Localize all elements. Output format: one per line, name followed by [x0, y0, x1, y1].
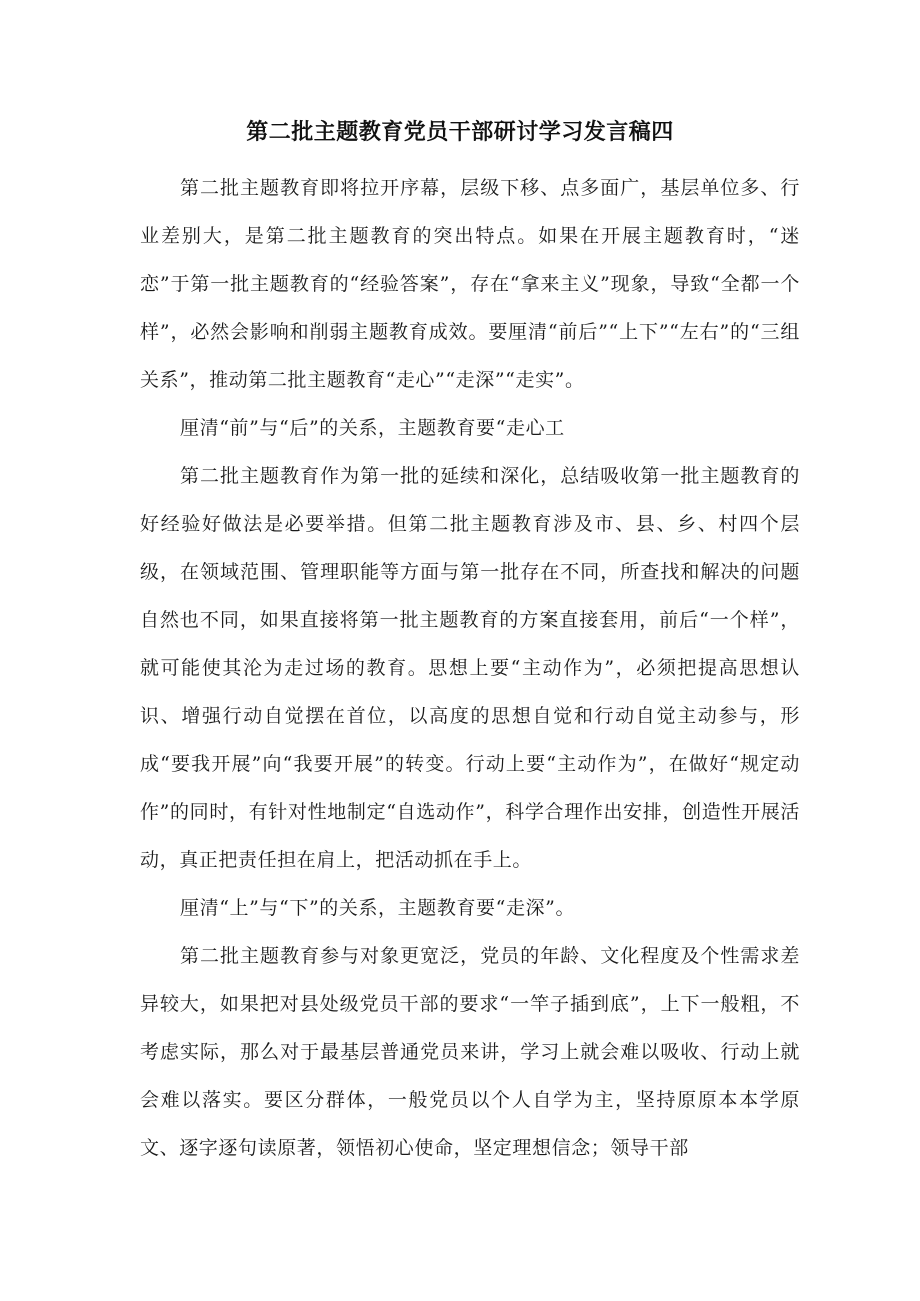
section-heading-upper-lower: 厘清“上”与“下”的关系，主题教育要“走深”。 — [180, 897, 576, 919]
section-heading-before-after: 厘清“前”与“后”的关系，主题教育要“走心工 — [180, 417, 565, 439]
document-title: 第二批主题教育党员干部研讨学习发言稿四 — [246, 120, 674, 145]
paragraph-upper-lower: 第二批主题教育参与对象更宽泛，党员的年龄、文化程度及个性需求差异较大，如果把对县处级党员干部的要求“一竿子插到底”，上下一般粗，不考虑实际，那么对于最基层普通党员来讲，学习上就会难以吸收、行动上就会难以落实。要区分群体，一般党员以个人自学为主，坚持原原本本学原文、逐字逐句读原著，领悟初心使命，坚定理想信念；领导干部 — [140, 945, 800, 1159]
paragraph-intro: 第二批主题教育即将拉开序幕，层级下移、点多面广，基层单位多、行业差别大，是第二批主题教育的突出特点。如果在开展主题教育时，“迷恋”于第一批主题教育的“经验答案”，存在“拿来主义”现象，导致“全都一个样”，必然会影响和削弱主题教育成效。要厘清“前后”“上下”“左右”的“三组关系”，推动第二批主题教育“走心”“走深”“走实”。 — [140, 177, 800, 391]
document-body — [140, 164, 800, 1172]
paragraph-before-after: 第二批主题教育作为第一批的延续和深化，总结吸收第一批主题教育的好经验好做法是必要举措。但第二批主题教育涉及市、县、乡、村四个层级，在领域范围、管理职能等方面与第一批存在不同，所查找和解决的问题自然也不同，如果直接将第一批主题教育的方案直接套用，前后“一个样”，就可能使其沦为走过场的教育。思想上要“主动作为”，必须把提高思想认识、增强行动自觉摆在首位，以高度的思想自觉和行动自觉主动参与，形成“要我开展”向“我要开展”的转变。行动上要“主动作为”，在做好“规定动作”的同时，有针对性地制定“自选动作”，科学合理作出安排，创造性开展活动，真正把责任担在肩上，把活动抓在手上。 — [140, 465, 800, 871]
